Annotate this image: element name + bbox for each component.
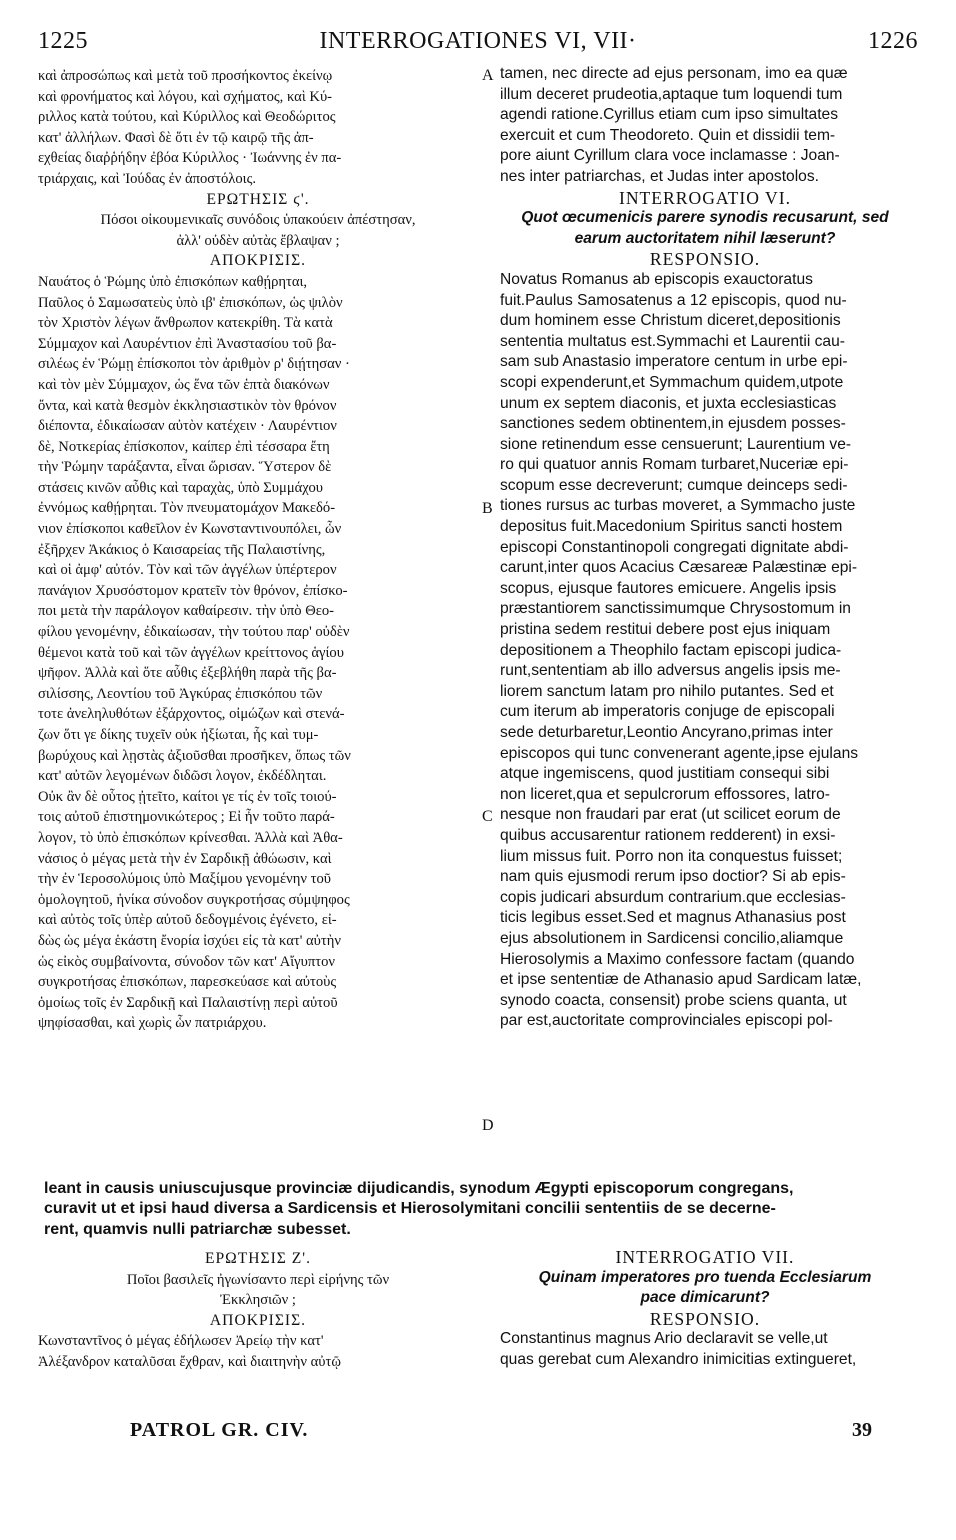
text-line: νάσιος ὁ μέγας μετὰ τὴν ἐν Σαρδικῇ ἀθώωσιν, καὶ: [38, 850, 332, 867]
text-line: ὄντα, καὶ κατὰ θεσμὸν ἐκκλησιαστικὸν τὸν θρόνον: [38, 397, 337, 414]
text-line: Κωνσταντῖνος ὁ μέγας ἐδήλωσεν Ἀρείῳ τὴν κατ': [38, 1333, 324, 1350]
greek-q6-question: [38, 210, 478, 251]
text-line: sede deturbaretur,Leontio Ancyrano,primas inter: [500, 724, 833, 741]
text-line: sione retinendum esse censuerunt; Laurentium ve-: [500, 435, 852, 453]
text-line: ἐξῆρχεν Ἀκάκιος ὁ Καισαρείας τῆς Παλαιστίνης,: [38, 541, 326, 558]
text-line: δὲ, Νοτκερίας ἐπίσκοπον, καίπερ ἐπὶ τέσσαρα ἔτη: [38, 438, 330, 455]
text-line: ticis legibus esset.Sed et magnus Athanasius post: [500, 909, 846, 927]
latin-q7-block: [500, 1247, 910, 1371]
latin-a6-answer: [500, 270, 910, 1032]
text-line: καὶ τὸν μὲν Σύμμαχον, ὡς ἕνα τῶν ἑπτὰ διακόνων: [38, 376, 330, 393]
greek-a7-answer: [38, 1331, 478, 1372]
margin-marker-c: C: [482, 808, 493, 825]
text-line: quas gerebat cum Alexandro inimicitias extingueret,: [500, 1350, 857, 1368]
text-line: leant in causis uniuscujusque provinciæ dijudicandis, synodum Ægypti episcoporum congregans,: [44, 1180, 794, 1197]
text-line: Παῦλος ὁ Σαμωσατεὺς ὑπὸ ιβ' ἐπισκόπων, ὡς ψιλὸν: [38, 294, 343, 311]
text-line: ἐννόμως καθῄρηται. Τὸν πνευματομάχον Μακεδό-: [38, 500, 336, 517]
text-line: εχθείας διαῤῥήδην ἐβόα Κύριλλος · Ἰωάννης ἐν πα-: [38, 150, 342, 167]
margin-marker-a: A: [482, 67, 494, 84]
latin-q6-heading: INTERROGATIO VI.: [618, 187, 792, 208]
greek-q7-question: [38, 1270, 478, 1311]
text-line: carunt,inter quos Acacius Cæsareæ Palæstinæ epi-: [500, 559, 858, 577]
greek-a6-heading: ΑΠΟΚΡΙΣΙΣ.: [209, 252, 307, 270]
text-line: Πόσοι οἰκουμενικαῖς συνόδοις ὑπακούειν ἀπέστησαν,: [100, 212, 416, 229]
latin-top-block: [500, 64, 910, 188]
text-line: dum hominem esse Christum diceret,depositionis: [500, 312, 841, 330]
text-line: fuit.Paulus Samosatenus a 12 episcopis, quod nu-: [500, 291, 847, 309]
text-line: depositionem a Theophilo factam episcopi judica-: [500, 641, 842, 659]
text-line: exercuit et cum Theodoreto. Quin et dissidii tem-: [500, 126, 836, 144]
page-header: [38, 28, 918, 58]
text-line: depositus fuit.Macedonium Spiritus sancti hostem: [500, 518, 843, 536]
text-line: καὶ ἀπροσώπως καὶ μετὰ τοῦ προσήκοντος ἐκείνῳ: [38, 68, 333, 84]
text-line: τριάρχαις, καὶ Ἰούδας ἐν ἀποστόλοις.: [38, 170, 257, 187]
text-line: pristina sedem restitui debere post ejus iniquam: [500, 621, 831, 639]
text-line: earum auctoritatem nihil læserunt?: [574, 229, 836, 247]
text-line: τὴν ἐν Ἱεροσολύμοις ὑπὸ Μαξίμου γενομένην τοῦ: [38, 871, 331, 888]
text-line: nesque non fraudari par erat (ut scilicet eorum de: [500, 806, 841, 824]
latin-q7-question: [500, 1268, 910, 1309]
text-line: liorem sanctum latam pro nihilo putantes. Sed et: [500, 682, 834, 700]
latin-q7-heading: INTERROGATIO VII.: [615, 1247, 795, 1267]
text-line: illum deceret prudeotia,aptaque tum loquendi tum: [500, 85, 843, 103]
text-line: πανάγιον Χρυσόστομον κρατεῖν τὸν θρόνον, ἐπίσκο-: [38, 582, 348, 599]
text-line: βωρύχους καὶ λῃστὰς ἀξιοῦσθαι προσῆκεν, ὅπως τῶν: [38, 747, 351, 764]
text-line: tamen, nec directe ad ejus personam, imo ea quæ: [500, 65, 848, 82]
text-line: ψηφίσασθαι, καὶ χωρὶς ὧν πατριάρχου.: [38, 1015, 267, 1032]
text-line: σιλέως ἐν Ῥώμῃ ἐπίσκοποι τὸν ἀριθμὸν ρ' διῄτησαν ·: [38, 356, 350, 373]
text-line: τοτε ἀνεληλυθότων ἐξάρχοντος, οἰμώζων καὶ στενά-: [38, 706, 345, 723]
text-line: ἀλλ' οὐδὲν αὐτὰς ἔβλαψαν ;: [176, 232, 340, 249]
text-line: sam sub Anastasio imperatore centum in urbe epi-: [500, 353, 848, 371]
text-line: tiones rursus ac turbas moveret, a Symmacho juste: [500, 497, 856, 515]
page-number-left: 1225: [38, 28, 88, 54]
greek-q6-heading: ΕΡΩΤΗΣΙΣ ϛ'.: [206, 190, 310, 208]
text-line: sententia multatus est.Symmachi et Laurentii cau-: [500, 332, 845, 350]
text-line: lium missus fuit. Porro non ita conquestus fuisset;: [500, 847, 843, 865]
full-width-lines: [44, 1179, 924, 1240]
text-line: ποι μετὰ τὴν παράλογον καθαίρεσιν. τὴν ὑπὸ Θεο-: [38, 603, 335, 620]
greek-top-block: [38, 66, 478, 190]
text-line: καὶ αὐτὸς τοῖς ὑπὲρ αὐτοῦ δεδογμένοις ἐγένετο, εἰ-: [38, 912, 337, 929]
greek-q7-heading: ΕΡΩΤΗΣΙΣ Ζ'.: [204, 1250, 312, 1267]
text-line: διέποντα, ἐδικαίωσαν αὐτὸν κατέχειν · Λαυρέντιον: [38, 418, 337, 435]
greek-a7-heading: ΑΠΟΚΡΙΣΙΣ.: [209, 1311, 307, 1329]
full-width-paragraph: [44, 1179, 924, 1240]
text-line: præstantiorem sanctissimumque Chrysostomum in: [500, 600, 851, 618]
text-line: ὁμοίως τοῖς ἐν Σαρδικῇ καὶ Παλαιστίνῃ περὶ αὐτοῦ: [38, 994, 338, 1011]
text-line: synodo coacta, consensit) probe sciens quanta, ut: [500, 991, 847, 1009]
text-line: nam quis ejusmodi rerum ipso doctior? Si ab epis-: [500, 868, 846, 886]
latin-a7-answer: [500, 1329, 910, 1370]
text-line: τὴν Ῥώμην ταράξαντα, εἶναι ὥρισαν. Ὕστερον δὲ: [38, 459, 332, 476]
text-line: ζων ὅτι γε δίκης τυχεῖν οὐκ ἠξίωται, ἧς καὶ τυμ-: [38, 727, 319, 743]
text-line: κατ' αὐτῶν λεγομένων διδῶσι λογον, ἐκδέδληται.: [38, 768, 327, 785]
text-line: non liceret,qua et sepulcrorum effossores, latro-: [500, 785, 830, 803]
text-line: curavit ut et ipsi haud diversa a Sardicensis et Hierosolymitani concilii sententiis de se decerne-: [44, 1200, 776, 1218]
text-line: runt,sententiam ab illo adversus angelis ipsis me-: [500, 662, 841, 680]
text-line: συγκροτήσας ἐπισκόπων, παρεσκεύασε καὶ αὐτοὺς: [38, 974, 337, 991]
text-line: scopum esse decreverunt; cumque deinceps sedi-: [500, 476, 848, 494]
text-line: ejus absolutionem in Sardicensi concilio,aliamque: [500, 929, 844, 947]
text-line: Οὐκ ἂν δὲ οὗτος ᾐτεῖτο, καίτοι γε τίς ἐν τοῖς τοιού-: [38, 788, 337, 805]
latin-a7-heading: RESPONSIO.: [649, 1308, 761, 1329]
text-line: στάσεις κινῶν αὖθις καὶ ταραχὰς, ὑπὸ Συμμάχου: [38, 479, 323, 496]
text-line: ριλλος κατὰ τούτου, καὶ Κύριλλος καὶ Θεοδώριτος: [38, 109, 336, 126]
text-line: agendi ratione.Cyrillus etiam cum ipso simultates: [500, 106, 839, 124]
text-line: φίλου γενομένην, ἐδικαίωσαν, τὴν τούτου παρ' οὐδὲν: [38, 624, 350, 641]
text-line: Ποῖοι βασιλεῖς ἠγωνίσαντο περὶ εἰρήνης τῶν: [126, 1271, 390, 1288]
text-line: Quot œcumenicis parere synodis recusarunt, sed: [521, 209, 889, 227]
text-line: θέμενοι κατὰ τοῦ καὶ τῶν ἀγγέλων κρείττονος ἁγίου: [38, 644, 344, 661]
text-line: κατ' ἀλλήλων. Φασὶ δὲ ὅτι ἐν τῷ καιρῷ τῆς ἀπ-: [38, 129, 314, 146]
footer-signature: 39: [852, 1419, 872, 1441]
text-line: quibus accusarentur rationem redderent) in exsi-: [500, 826, 836, 844]
text-line: Ναυάτος ὁ Ῥώμης ὑπὸ ἐπισκόπων καθῄρηται,: [38, 273, 308, 290]
text-line: scopus, ejusque fautores emicuere. Angelis ipsis: [500, 579, 837, 597]
text-line: Hierosolymis a Maximo confessore factam (quando: [500, 950, 855, 968]
text-line: episcopos qui tunc convenerant agente,ipse ejulans: [500, 744, 859, 762]
greek-column: [38, 66, 478, 1034]
text-line: unum ex septem diaconis, et juxta ecclesiasticas: [500, 394, 837, 412]
footer-volume: PATROL GR. CIV.: [130, 1419, 309, 1441]
text-line: σιλίσσης, Λεοντίου τοῦ Ἀγκύρας ἐπισκόπου τῶν: [38, 685, 323, 702]
text-line: par est,auctoritate comprovinciales episcopi pol-: [500, 1012, 833, 1030]
latin-q6-question: [500, 208, 910, 249]
text-line: ψῆφον. Ἀλλὰ καὶ ὅτε αὖθις ἐξεβλήθη παρὰ τῆς βα-: [38, 665, 337, 682]
text-line: et ipse sententiæ de Athanasio apud Sardicam latæ,: [500, 971, 862, 989]
text-line: atque ingemiscens, quod justitiam consequi sibi: [500, 765, 830, 783]
text-line: ὡς εἰκὸς συμβαίνοντα, σύνοδον τῶν κατ' Αἴγυπτον: [38, 953, 335, 970]
text-line: δὼς ὡς μέγα ἑκάστη ἔνορία ἰσχύει εἰς τὰ κατ' αὐτὴν: [38, 932, 341, 949]
greek-a6-answer: [38, 272, 478, 1034]
text-line: cum iterum ab imperatoris conjuge de episcopali: [500, 703, 835, 721]
text-line: copis judicari absurdum contrarium.que ecclesias-: [500, 888, 846, 906]
text-line: Novatus Romanus ab episcopis exauctoratus: [500, 270, 813, 288]
margin-marker-d: D: [482, 1117, 494, 1134]
text-line: sanctiones sedem obtinentem,in ejusdem posses-: [500, 415, 846, 433]
running-title: INTERROGATIONES VI, VII·: [319, 28, 637, 54]
text-line: Quinam imperatores pro tuenda Ecclesiarum: [538, 1268, 872, 1286]
text-line: τὸν Χριστὸν λέγων ἄνθρωπον κατεκρίθη. Τὰ κατὰ: [38, 315, 333, 332]
text-line: Constantinus magnus Ario declaravit se velle,ut: [500, 1330, 828, 1348]
text-line: pore aiunt Cyrillum clara voce inclamasse : Joan-: [500, 147, 840, 165]
text-line: λογον, τὸ ὑπὸ ἐπισκόπων κρίνεσθαι. Ἀλλὰ καὶ Ἀθα-: [38, 829, 343, 846]
text-line: ὁμολογητοῦ, ἡνίκα σύνοδον συγκροτήσας σύμψηφος: [38, 891, 350, 908]
text-line: rent, quamvis nulli patriarchæ subesset.: [44, 1220, 351, 1238]
text-line: Ἐκκλησιῶν ;: [220, 1292, 296, 1309]
page-number-right: 1226: [868, 28, 918, 54]
text-line: pace dimicarunt?: [640, 1289, 770, 1307]
text-line: Σύμμαχον καὶ Λαυρέντιον ἐπὶ Ἀναστασίου τοῦ βα-: [38, 335, 337, 352]
greek-q7-block: [38, 1249, 478, 1373]
text-line: καὶ φρονήματος καὶ λόγου, καὶ σχήματος, καὶ Κύ-: [38, 88, 333, 105]
text-line: Ἀλέξανδρον καταλῦσαι ἔχθραν, καὶ διαιτηνὴν αὐτῷ: [38, 1353, 341, 1370]
text-line: episcopi Constantinopoli congregati dignitate abdi-: [500, 538, 849, 556]
latin-a6-heading: RESPONSIO.: [649, 249, 761, 270]
text-line: nes inter patriarchas, et Judas inter apostolos.: [500, 167, 819, 185]
text-line: νιον ἐπίσκοποι καθεῖλον ἐν Κωνσταντινουπόλει, ὧν: [38, 521, 342, 538]
text-line: καὶ οἱ ἀμφ' αὐτόν. Τὸν καὶ τῶν ἀγγέλων ὑπέρτερον: [38, 562, 337, 579]
page-footer: [130, 1419, 872, 1449]
text-line: scopi expenderunt,et Symmachum quidem,utpote: [500, 373, 844, 391]
text-line: τοις αὐτοῦ ἐπιστημονικώτερος ; Εἰ ἦν τοῦτο παρά-: [38, 809, 335, 826]
latin-column: [500, 64, 910, 1032]
text-line: ro qui quatuor annis Romam turbaret,Nuceriæ epi-: [500, 456, 849, 474]
margin-marker-b: B: [482, 500, 493, 517]
